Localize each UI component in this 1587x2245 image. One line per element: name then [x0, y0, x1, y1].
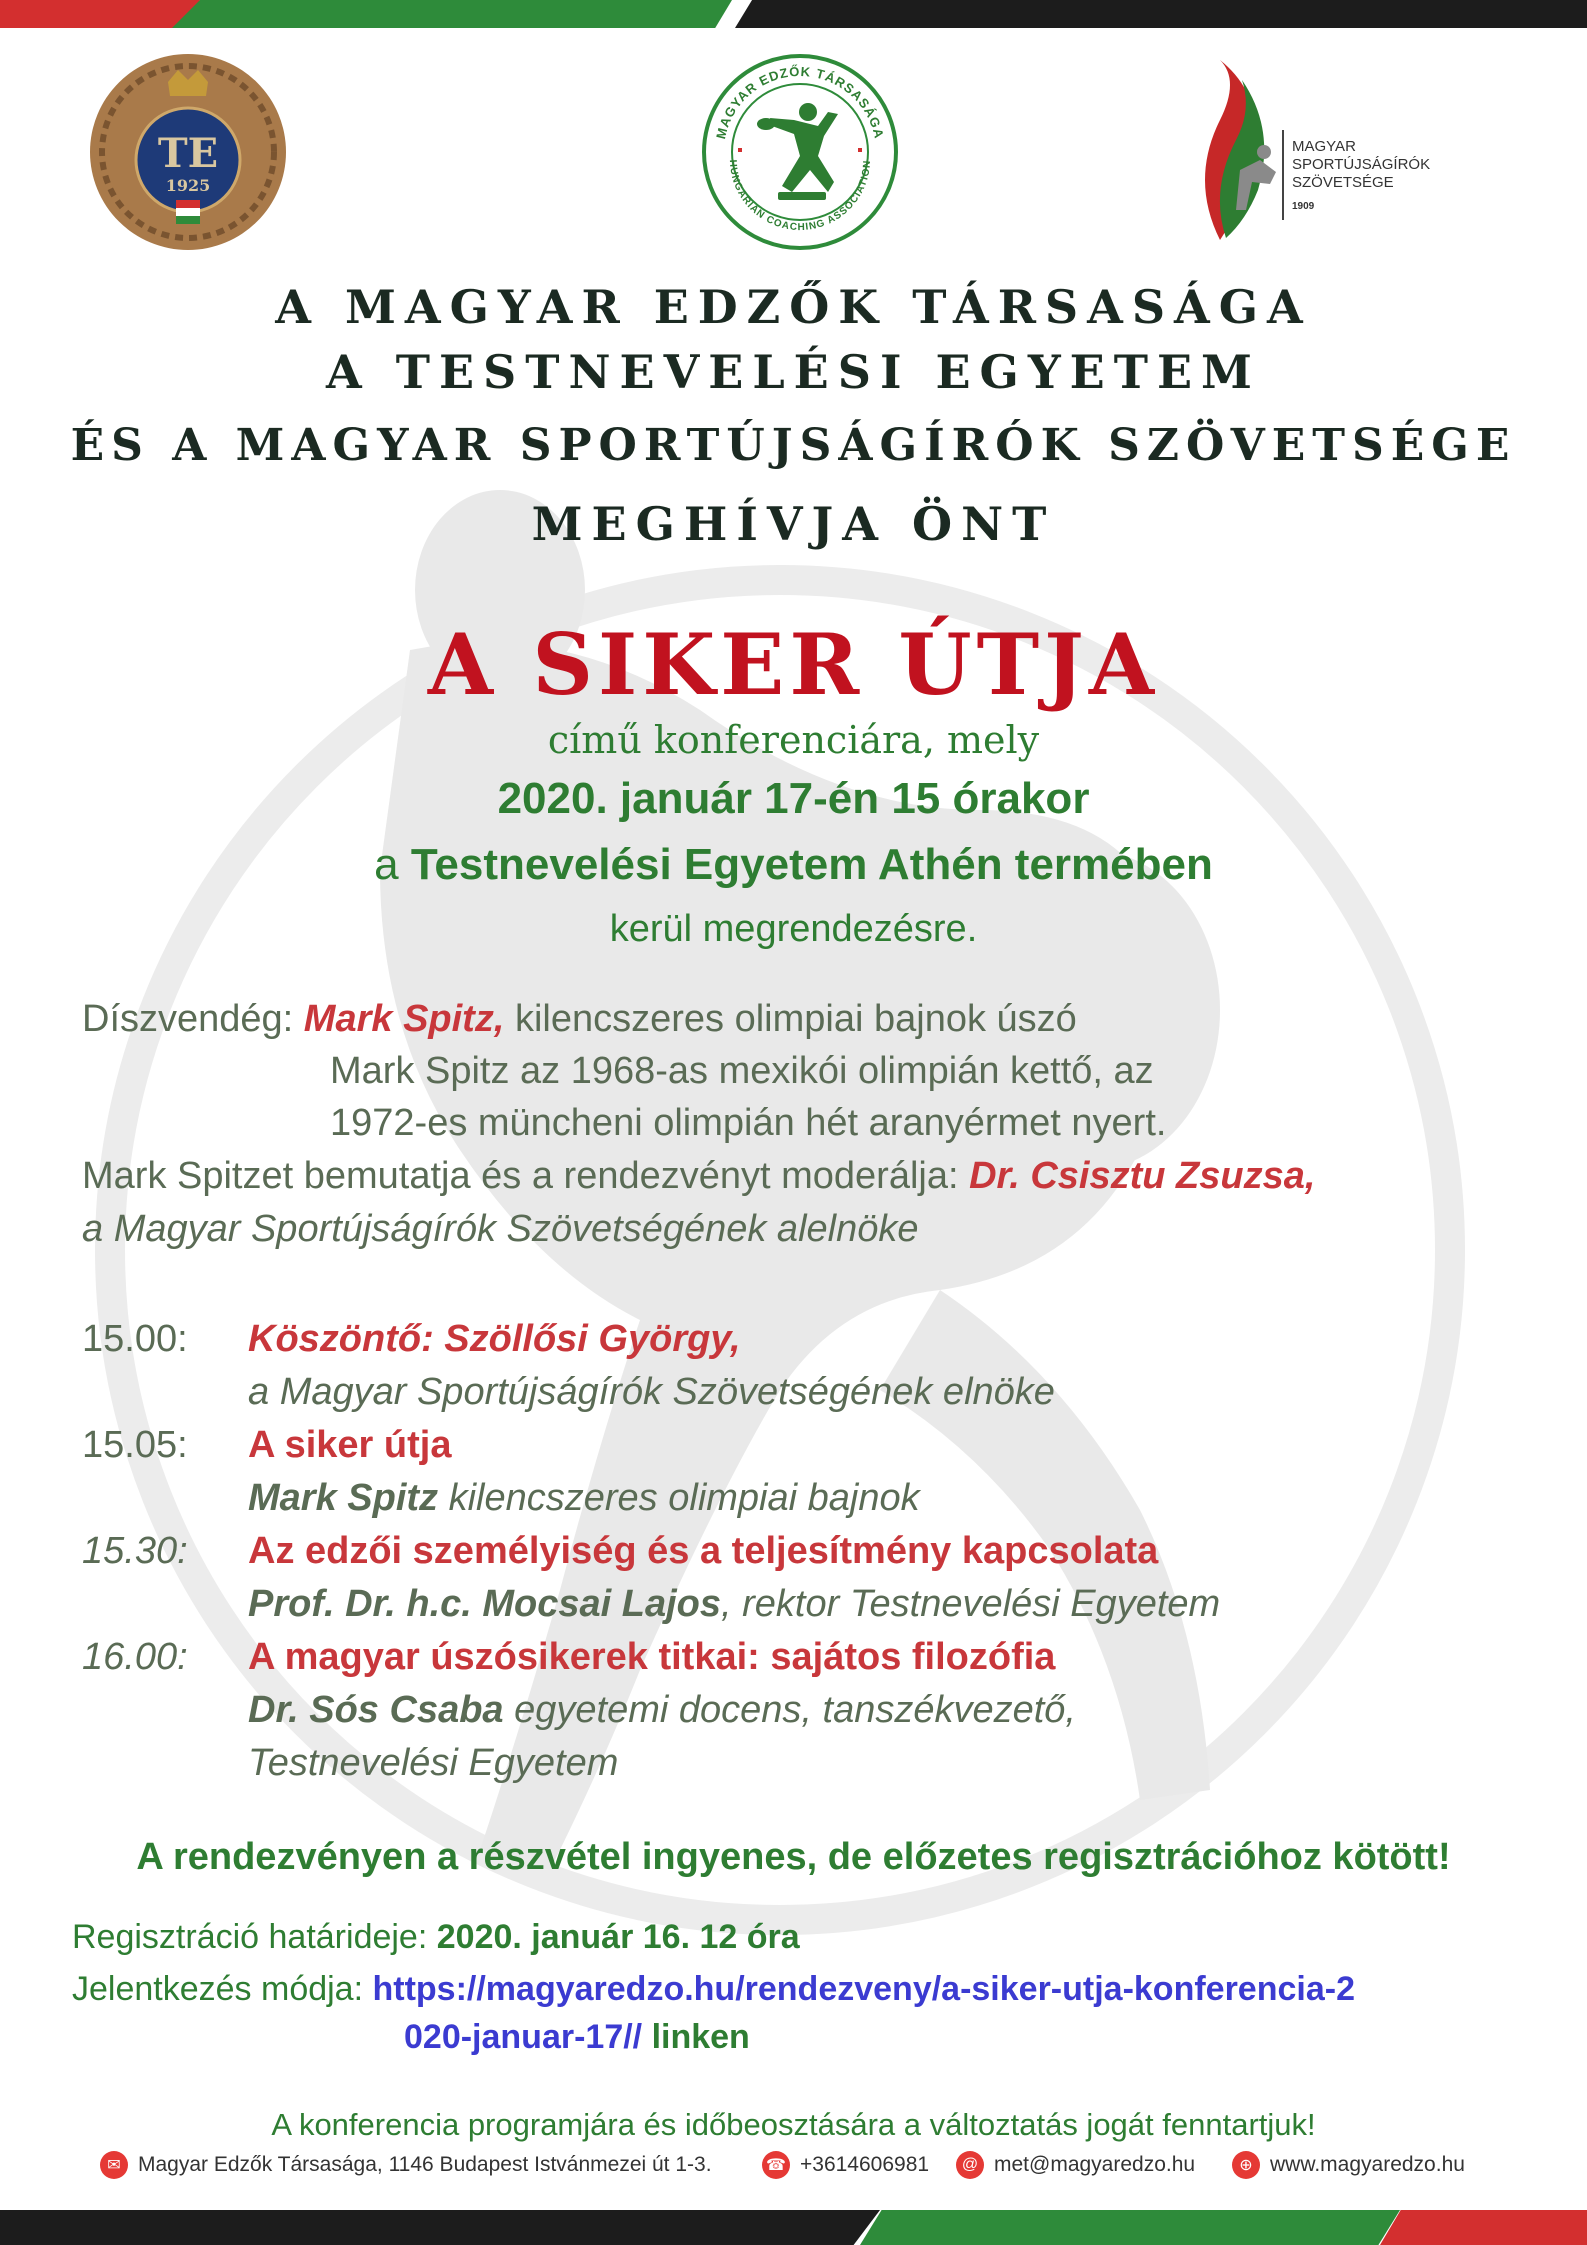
schedule-speaker-line: Prof. Dr. h.c. Mocsai Lajos, rektor Testnevelési Egyetem: [248, 1583, 1221, 1625]
top-stripe-black: [735, 0, 1587, 28]
top-stripe-red: [0, 0, 200, 28]
registration-link-cont: 020-januar-17// linken: [404, 2018, 750, 2056]
schedule-speaker: Dr. Sós Csaba: [248, 1689, 504, 1731]
moderator-name: Dr. Csisztu Zsuzsa,: [969, 1155, 1316, 1197]
footer-web[interactable]: ⊕ www.magyaredzo.hu: [1232, 2151, 1465, 2179]
te-year: 1925: [165, 176, 211, 195]
svg-text:HUNGARIAN COACHING ASSOCIATION: [727, 159, 873, 233]
schedule-speaker-line: Dr. Sós Csaba egyetemi docens, tanszékvezető,: [248, 1689, 1076, 1731]
event-venue-name: Testnevelési Egyetem Athén termében: [410, 840, 1213, 889]
schedule-time: 15.00:: [82, 1318, 188, 1360]
guest-line-2: Mark Spitz az 1968-as mexikói olimpián kettő, az: [330, 1050, 1154, 1092]
bottom-stripe-green: [860, 2210, 1400, 2245]
guest-name: Mark Spitz,: [303, 998, 505, 1040]
schedule-title: A siker útja: [248, 1424, 452, 1466]
footer-email[interactable]: @ met@magyaredzo.hu: [956, 2151, 1195, 2179]
schedule-role: a Magyar Sportújságírók Szövetségének elnöke: [248, 1371, 1055, 1413]
footer-address: ✉ Magyar Edzők Társasága, 1146 Budapest Istvánmezei út 1-3.: [100, 2151, 712, 2179]
event-date: 2020. január 17-én 15 órakor: [497, 774, 1090, 823]
msusz-logo: [1180, 60, 1480, 260]
msusz-line3: SZÖVETSÉGE: [1292, 174, 1394, 191]
mail-icon: ✉: [100, 2151, 128, 2179]
schedule-title: A magyar úszósikerek titkai: sajátos filozófia: [248, 1636, 1056, 1678]
schedule-time: 16.00:: [82, 1636, 188, 1678]
met-ring-bottom: HUNGARIAN COACHING ASSOCIATION: [726, 159, 874, 234]
deadline-value: 2020. január 16. 12 óra: [436, 1918, 800, 1956]
schedule-title: Köszöntő: Szöllősi György,: [248, 1318, 741, 1360]
schedule-speaker: Mark Spitz: [248, 1477, 439, 1519]
phone-icon: ☎: [762, 2151, 790, 2179]
registration-link-2[interactable]: 020-januar-17//: [404, 2018, 643, 2056]
top-stripe-green: [172, 0, 732, 28]
footer-phone[interactable]: ☎ +3614606981: [762, 2151, 929, 2179]
bottom-stripe-red: [1380, 2210, 1587, 2245]
registration-deadline: Regisztráció határideje: 2020. január 16. 12 óra: [72, 1918, 800, 1956]
heading-line-2: A TESTNEVELÉSI EGYETEM: [326, 345, 1261, 399]
schedule-speaker: Prof. Dr. h.c. Mocsai Lajos: [248, 1583, 722, 1625]
event-title: A SIKER ÚTJA: [427, 615, 1160, 714]
svg-text:MAGYAR EDZŐK TÁRSASÁGA: [713, 64, 887, 141]
met-logo: [700, 52, 900, 252]
msusz-line2: SPORTÚJSÁGÍRÓK: [1292, 156, 1431, 173]
registration-method: Jelentkezés módja: https://magyaredzo.hu/rendezveny/a-siker-utja-konferencia-2: [72, 1970, 1355, 2008]
globe-icon: ⊕: [1232, 2151, 1260, 2179]
event-venue: a Testnevelési Egyetem Athén termében: [374, 840, 1213, 889]
schedule-time: 15.30:: [82, 1530, 188, 1572]
heading-line-4: MEGHÍVJA ÖNT: [531, 497, 1056, 551]
met-ring-top: MAGYAR EDZŐK TÁRSASÁGA: [713, 63, 887, 141]
moderator-role: a Magyar Sportújságírók Szövetségének alelnöke: [82, 1208, 919, 1250]
te-logo: [88, 52, 288, 252]
schedule-speaker-line: Mark Spitz kilencszeres olimpiai bajnok: [248, 1477, 920, 1519]
at-icon: @: [956, 2151, 984, 2179]
guest-line-1: Díszvendég: Mark Spitz, kilencszeres olimpiai bajnok úszó: [82, 998, 1077, 1040]
heading-line-3: ÉS A MAGYAR SPORTÚJSÁGÍRÓK SZÖVETSÉGE: [70, 420, 1517, 471]
msusz-line1: MAGYAR: [1292, 138, 1356, 155]
registration-link[interactable]: https://magyaredzo.hu/rendezveny/a-siker-utja-konferencia-2: [372, 1970, 1355, 2008]
schedule-title: Az edzői személyiség és a teljesítmény kapcsolata: [248, 1530, 1159, 1572]
event-subtitle: című konferenciára, mely: [547, 718, 1040, 762]
schedule-time: 15.05:: [82, 1424, 188, 1466]
heading-line-1: A MAGYAR EDZŐK TÁRSASÁGA: [275, 280, 1312, 334]
te-monogram: TE: [157, 130, 219, 177]
moderator-line: Mark Spitzet bemutatja és a rendezvényt moderálja: Dr. Csisztu Zsuzsa,: [82, 1155, 1316, 1197]
free-entry-notice: A rendezvényen a részvétel ingyenes, de előzetes regisztrációhoz kötött!: [136, 1836, 1451, 1878]
guest-label: Díszvendég:: [82, 998, 304, 1040]
schedule-role: Testnevelési Egyetem: [248, 1742, 619, 1784]
disclaimer: A konferencia programjára és időbeosztására a változtatás jogát fenntartjuk!: [271, 2107, 1316, 2142]
msusz-year: 1909: [1292, 201, 1315, 212]
guest-line-3: 1972-es müncheni olimpián hét aranyérmet nyert.: [330, 1102, 1167, 1144]
bottom-stripe-black: [0, 2210, 880, 2245]
event-closing: kerül megrendezésre.: [609, 908, 978, 950]
